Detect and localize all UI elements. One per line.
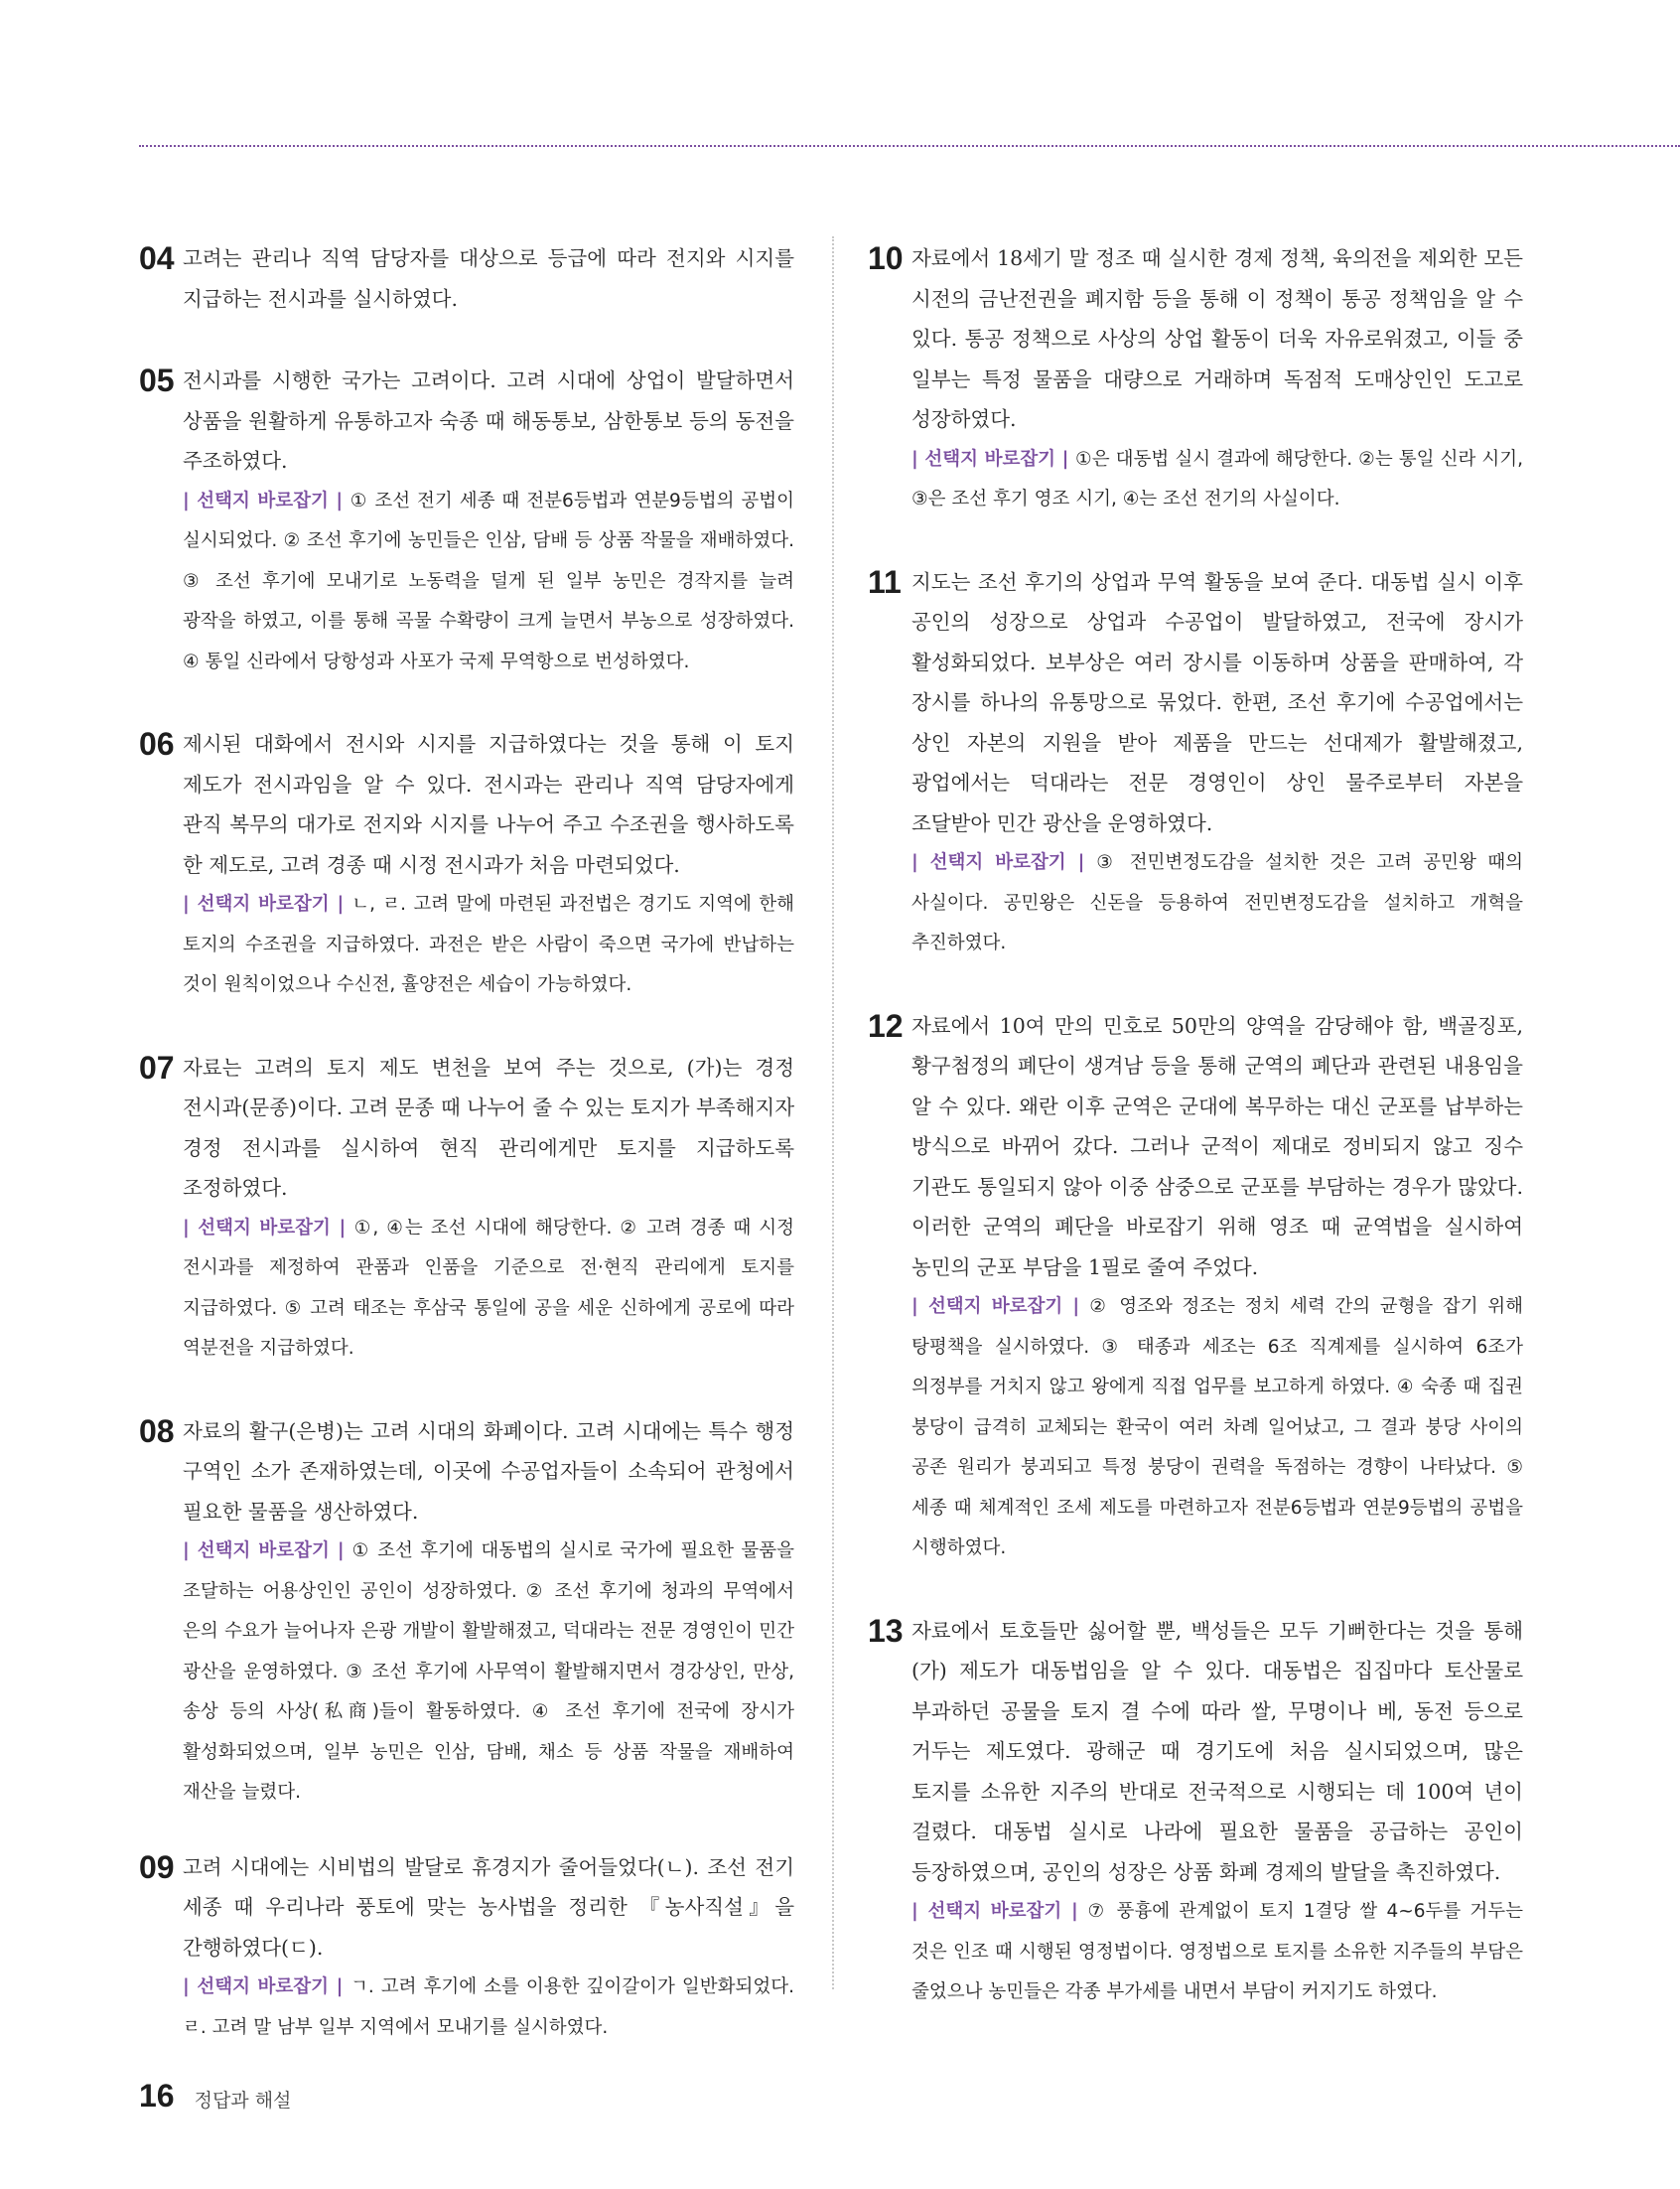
question-number: 09 [139, 1848, 175, 1885]
marker-bar: | [183, 1540, 198, 1561]
marker-bar: | [329, 894, 352, 915]
explanation-text: 지도는 조선 후기의 상업과 무역 활동을 보여 준다. 대동법 실시 이후 공인의 성장으로 상업과 수공업이 발달하였고, 전국에 장시가 활성화되었다. 보부상은 여러 장시를 이동하며 상품을 판매하여, 각 장시를 하나의 유통망으로 묶었다. 한편, 조선 후기에 수공업에서는 상인 자본의 지원을 받아 제품을 만드는 선대제가 활발해졌고, 광업에서는 덕대라는 전문 경영인이 상인 물주로부터 자본을 조달받아 민간 광산을 운영하였다. [911, 569, 1523, 835]
choice-correction [911, 1287, 1523, 1569]
marker-bar: | [183, 1976, 198, 1997]
choice-correction [183, 1532, 794, 1814]
explanation-text: 고려 시대에는 시비법의 발달로 휴경지가 줄어들었다(ㄴ). 조선 전기 세종 때 우리나라 풍토에 맞는 농사법을 정리한 『농사직설』을 간행하였다(ㄷ). [183, 1854, 794, 1960]
marker-bar: | [1055, 448, 1076, 470]
choice-correction-label: 선택지 바로잡기 [924, 448, 1056, 470]
choice-correction [183, 482, 794, 683]
choice-correction [183, 1968, 794, 2048]
right-column [868, 238, 1523, 2055]
choice-correction-text: ①, ④는 조선 시대에 해당한다. ② 고려 경종 때 시정 전시과를 제정하여 관품과 인품을 기준으로 전·현직 관리에게 토지를 지급하였다. ⑤ 고려 태조는 후삼국 통일에 공을 세운 신하에게 공로에 따라 역분전을 지급하였다. [183, 1217, 794, 1359]
left-column [139, 238, 794, 2090]
answer-item-12 [868, 1006, 1523, 1569]
answer-item-10 [868, 238, 1523, 520]
page-footer [139, 2078, 291, 2115]
choice-correction [911, 843, 1523, 964]
marker-bar: | [911, 1296, 928, 1317]
marker-bar: | [330, 1217, 354, 1239]
choice-correction-label: 선택지 바로잡기 [197, 1976, 330, 1997]
answer-item-13 [868, 1611, 1523, 2013]
answer-item-11 [868, 562, 1523, 964]
question-number: 11 [868, 563, 902, 600]
choice-correction-label: 선택지 바로잡기 [927, 1901, 1062, 1922]
choice-correction-text: ② 영조와 정조는 정치 세력 간의 균형을 잡기 위해 탕평책을 실시하였다. ③ 태종과 세조는 6조 직계제를 실시하여 6조가 의정부를 거치지 않고 왕에게 직접 업무를 보고하게 하였다. ④ 숙종 때 집권 붕당이 급격히 교체되는 환국이 여러 차례 일어났고, 그 결과 붕당 사이의 공존 원리가 붕괴되고 특정 붕당이 권력을 독점하는 경향이 나타났다. ⑤ 세종 때 체계적인 조세 제도를 마련하고자 전분6등법과 연분9등법의 공법을 시행하였다. [911, 1296, 1524, 1558]
question-number: 06 [139, 726, 175, 762]
choice-correction [183, 1209, 794, 1370]
choice-correction-text: ⑦ 풍흉에 관계없이 토지 1결당 쌀 4~6두를 거두는 것은 인조 때 시행된 영정법이다. 영정법으로 토지를 소유한 지주들의 부담은 줄었으나 농민들은 각종 부가세를 내면서 부담이 커지기도 하였다. [911, 1901, 1523, 2002]
choice-correction-text: ㄱ. 고려 후기에 소를 이용한 깊이갈이가 일반화되었다. ㄹ. 고려 말 남부 일부 지역에서 모내기를 실시하였다. [183, 1976, 794, 2038]
choice-correction-text: ㄴ, ㄹ. 고려 말에 마련된 과전법은 경기도 지역에 한해 토지의 수조권을 지급하였다. 과전은 받은 사람이 죽으면 국가에 반납하는 것이 원칙이었으나 수신전, 휼양전은 세습이 가능하였다. [183, 894, 794, 995]
answer-item-09 [139, 1847, 794, 2049]
marker-bar: | [328, 490, 350, 511]
answer-item-05 [139, 361, 794, 682]
marker-bar: | [911, 852, 930, 873]
page-number: 16 [139, 2078, 175, 2114]
marker-bar: | [329, 1540, 352, 1561]
choice-correction-text: ①은 대동법 실시 결과에 해당한다. ②는 통일 신라 시기, ③은 조선 후기 영조 시기, ④는 조선 전기의 사실이다. [911, 448, 1523, 510]
choice-correction-text: ① 조선 후기에 대동법의 실시로 국가에 필요한 물품을 조달하는 어용상인인 공인이 성장하였다. ② 조선 후기에 청과의 무역에서 은의 수요가 늘어나자 은광 개발이 활발해졌고, 덕대라는 전문 경영인이 민간 광산을 운영하였다. ③ 조선 후기에 사무역이 활발해지면서 경강상인, 만상, 송상 등의 사상(私商)들이 활동하였다. ④ 조선 후기에 전국에 장시가 활성화되었으며, 일부 농민은 인삼, 담배, 채소 등 상품 작물을 재배하여 재산을 늘렸다. [183, 1540, 794, 1803]
explanation-text: 고려는 관리나 직역 담당자를 대상으로 등급에 따라 전지와 시지를 지급하는 전시과를 실시하였다. [183, 246, 794, 311]
choice-correction-label: 선택지 바로잡기 [197, 894, 330, 915]
choice-correction-text: ③ 전민변정도감을 설치한 것은 고려 공민왕 때의 사실이다. 공민왕은 신돈을 등용하여 전민변정도감을 설치하고 개혁을 추진하였다. [911, 852, 1524, 953]
explanation-text: 자료에서 10여 만의 민호로 50만의 양역을 감당해야 함, 백골징포, 황구첨정의 폐단이 생겨남 등을 통해 군역의 폐단과 관련된 내용임을 알 수 있다. 왜란 이후 군역은 군대에 복무하는 대신 군포를 납부하는 방식으로 바뀌어 갔다. 그러나 군적이 제대로 정비되지 않고 징수 기관도 통일되지 않아 이중 삼중으로 군포를 부담하는 경우가 많았다. 이러한 군역의 폐단을 바로잡기 위해 영조 때 균역법을 실시하여 농민의 군포 부담을 1필로 줄여 주었다. [911, 1013, 1523, 1279]
choice-correction [183, 885, 794, 1006]
question-number: 08 [139, 1412, 175, 1449]
question-number: 05 [139, 363, 175, 398]
explanation-text: 자료에서 18세기 말 정조 때 실시한 경제 정책, 육의전을 제외한 모든 시전의 금난전권을 폐지함 등을 통해 이 정책이 통공 정책임을 알 수 있다. 통공 정책으로 사상의 상업 활동이 더욱 자유로워졌고, 이들 중 일부는 특정 물품을 대량으로 거래하며 독점적 도매상인인 도고로 성장하였다. [911, 246, 1523, 431]
marker-bar: | [1062, 1296, 1090, 1317]
choice-correction-label: 선택지 바로잡기 [197, 490, 329, 511]
section-title: 정답과 해설 [194, 2090, 292, 2112]
answer-item-06 [139, 724, 794, 1006]
marker-bar: | [1061, 1901, 1088, 1922]
explanation-text: 제시된 대화에서 전시와 시지를 지급하였다는 것을 통해 이 토지 제도가 전시과임을 알 수 있다. 전시과는 관리나 직역 담당자에게 관직 복무의 대가로 전지와 시지를 나누어 주고 수조권을 행사하도록 한 제도로, 고려 경종 때 시정 전시과가 처음 마련되었다. [183, 732, 794, 877]
marker-bar: | [911, 448, 925, 470]
explanation-text: 자료에서 토호들만 싫어할 뿐, 백성들은 모두 기뻐한다는 것을 통해 (가) 제도가 대동법임을 알 수 있다. 대동법은 집집마다 토산물로 부과하던 공물을 토지 결 수에 따라 쌀, 무명이나 베, 동전 등으로 거두는 제도였다. 광해군 때 경기도에 처음 실시되었으며, 많은 토지를 소유한 지주의 반대로 전국적으로 시행되는 데 100여 년이 걸렸다. 대동법 실시로 나라에 필요한 물품을 공급하는 공인이 등장하였으며, 공인의 성장은 상품 화폐 경제의 발달을 촉진하였다. [911, 1618, 1523, 1884]
column-divider [832, 236, 834, 1989]
choice-correction-text: ① 조선 전기 세종 때 전분6등법과 연분9등법의 공법이 실시되었다. ② 조선 후기에 농민들은 인삼, 담배 등 상품 작물을 재배하였다. ③ 조선 후기에 모내기로 노동력을 덜게 된 일부 농민은 경작지를 늘려 광작을 하였고, 이를 통해 곡물 수확량이 크게 늘면서 부농으로 성장하였다. ④ 통일 신라에서 당항성과 사포가 국제 무역항으로 번성하였다. [183, 490, 795, 672]
answer-item-04 [139, 238, 794, 319]
question-number: 12 [868, 1007, 904, 1044]
marker-bar: | [183, 1217, 199, 1239]
answer-item-07 [139, 1048, 794, 1370]
marker-bar: | [183, 894, 198, 915]
choice-correction-label: 선택지 바로잡기 [927, 1296, 1063, 1317]
question-number: 13 [868, 1612, 904, 1649]
question-number: 07 [139, 1049, 175, 1086]
marker-bar: | [329, 1976, 350, 1997]
question-number: 04 [139, 240, 175, 276]
top-divider [139, 145, 1680, 147]
marker-bar: | [1065, 852, 1097, 873]
marker-bar: | [183, 490, 198, 511]
answer-item-08 [139, 1411, 794, 1814]
choice-correction [911, 440, 1523, 520]
explanation-text: 자료는 고려의 토지 제도 변천을 보여 주는 것으로, (가)는 경정 전시과(문종)이다. 고려 문종 때 나누어 줄 수 있는 토지가 부족해지자 경정 전시과를 실시하여 현직 관리에게만 토지를 지급하도록 조정하였다. [183, 1055, 794, 1200]
question-number: 10 [868, 240, 904, 276]
explanation-text: 전시과를 시행한 국가는 고려이다. 고려 시대에 상업이 발달하면서 상품을 원활하게 유통하고자 숙종 때 해동통보, 삼한통보 등의 동전을 주조하였다. [183, 368, 794, 473]
choice-correction-label: 선택지 바로잡기 [198, 1217, 331, 1239]
choice-correction [911, 1892, 1523, 2013]
choice-correction-label: 선택지 바로잡기 [197, 1540, 330, 1561]
choice-correction-label: 선택지 바로잡기 [929, 852, 1066, 873]
marker-bar: | [911, 1901, 928, 1922]
explanation-text: 자료의 활구(은병)는 고려 시대의 화폐이다. 고려 시대에는 특수 행정 구역인 소가 존재하였는데, 이곳에 수공업자들이 소속되어 관청에서 필요한 물품을 생산하였다. [183, 1418, 794, 1524]
